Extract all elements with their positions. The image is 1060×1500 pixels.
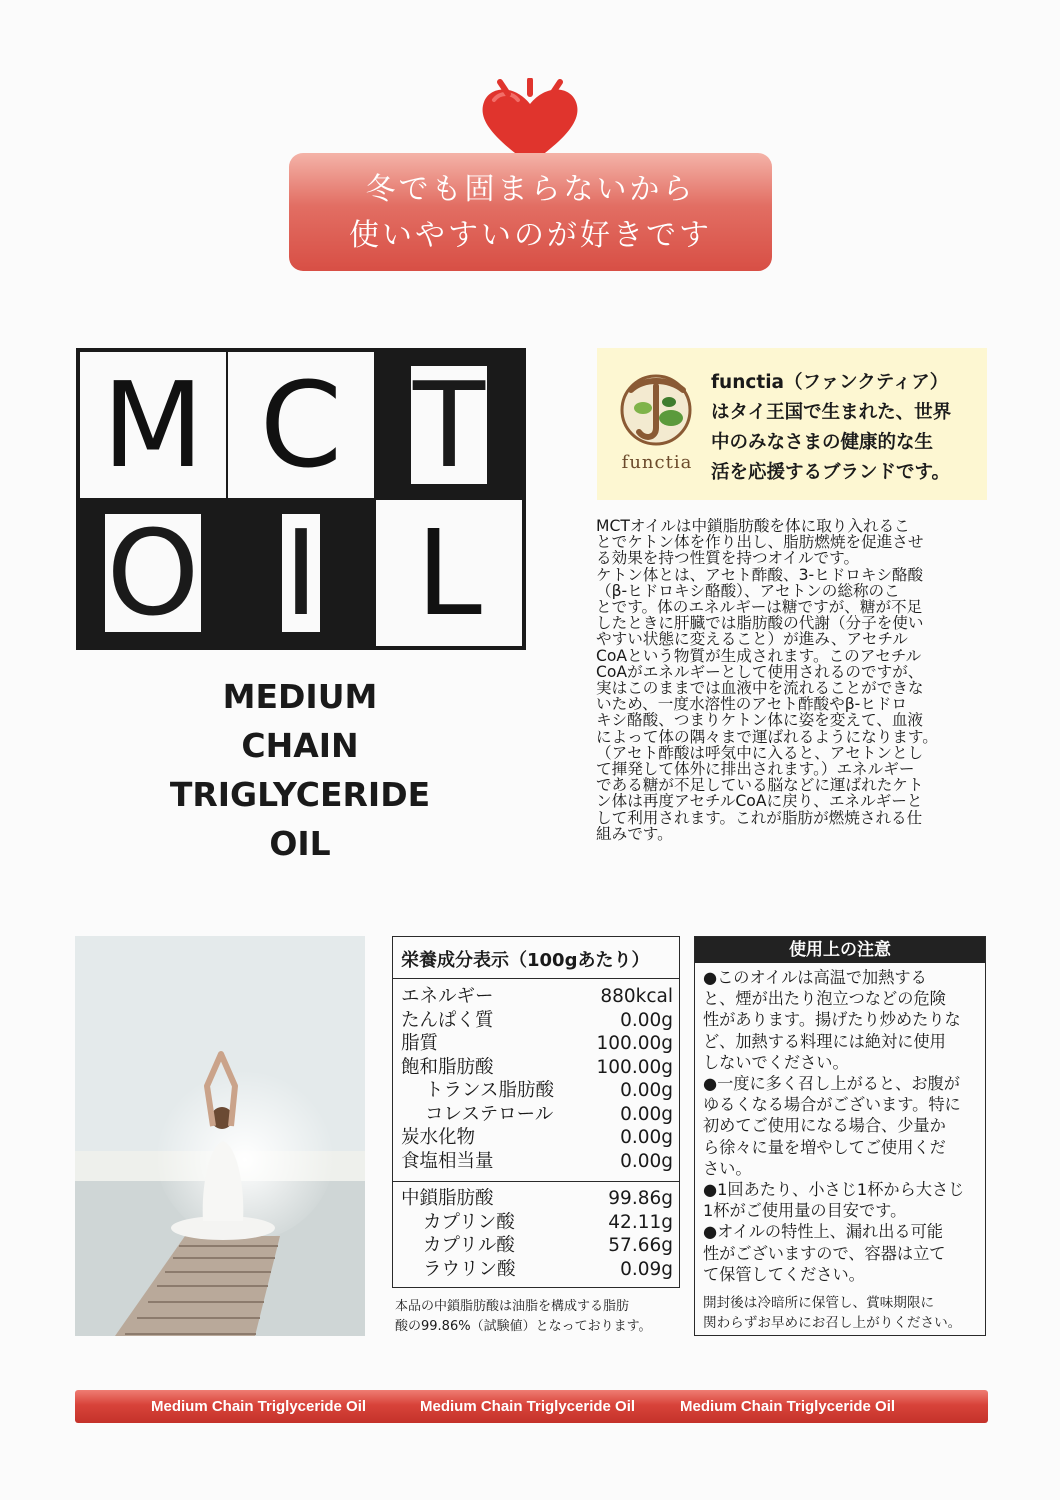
description-line: したときに肝臓では脂肪酸の代謝（分子を使い [596,615,924,632]
caution-line: ど、加熱する料理には絶対に使用 [703,1031,946,1051]
nutrition-label: トランス脂肪酸 [425,1080,554,1101]
yoga-photo [75,936,365,1336]
description-line: （アセト酢酸は呼気中に入ると、アセトンとし [596,744,924,762]
caution-line: と、煙が出たり泡立つなどの危険 [703,989,946,1009]
nutrition-label: 食塩相当量 [401,1150,494,1172]
caution-line: ゆるくなる場合がございます。特に [703,1095,961,1115]
nutrition-value: 100.00g [596,1033,673,1054]
ribbon-text: Medium Chain Triglyceride Oil [151,1398,367,1415]
grid-cell-m: M [79,351,227,499]
grid-cell-l: L [375,499,523,647]
nutrition-value: 880kcal [600,986,673,1007]
grid-cell-o [79,499,227,647]
nutrition-value: 0.09g [620,1258,673,1280]
description-line: MCTオイルは中鎖脂肪酸を体に取り入れるこ [596,518,910,535]
description-line: ン体は再度アセチルCoAに戻り、エネルギーと [596,793,923,810]
subtitle-line: MEDIUM [222,677,378,716]
nutrition-value: 0.00g [620,1127,673,1148]
nutrition-value: 0.00g [620,1009,673,1031]
subtitle-line: OIL [269,824,331,863]
description-line: 組みです。 [596,825,673,843]
nutrition-row [401,1234,673,1258]
grid-cell-i-letter: I [283,504,319,642]
nutrition-row [401,1103,673,1127]
nutrition-label: カプリン酸 [423,1211,515,1233]
nutrition-label: コレステロール [425,1103,554,1125]
grid-cell-c: C [227,351,375,499]
bottom-ribbon [75,1390,988,1423]
mct-subtitle [140,672,460,868]
caution-line: ●このオイルは高温で加熱する [703,968,927,987]
nutrition-note-line: 本品の中鎖脂肪酸は油脂を構成する脂肪 [395,1299,630,1314]
nutrition-row [401,1056,673,1080]
nutrition-row [401,1150,673,1174]
nutrition-value: 0.00g [620,1103,673,1125]
nutrition-note [395,1297,685,1337]
description-line: CoAという物質が生成されます。このアセチル [596,647,922,664]
caution-line: 性がございますので、容器は立て [703,1243,946,1263]
nutrition-label: 飽和脂肪酸 [401,1056,494,1078]
nutrition-label: ラウリン酸 [423,1258,516,1280]
grid-cell-o-letter: O [106,504,200,642]
caution-line: て保管してください。 [703,1264,865,1284]
nutrition-row [401,1079,673,1103]
mct-description [596,518,986,842]
nutrition-divider [393,1181,679,1182]
nutrition-row [401,1258,673,1282]
nutrition-label: 炭水化物 [401,1127,476,1148]
nutrition-row [401,1126,673,1150]
nutrition-value: 100.00g [596,1056,673,1078]
grid-cell-t [375,351,523,499]
functia-line: 中のみなさまの健康的な生 [711,432,934,453]
subtitle-line: CHAIN [241,726,359,765]
nutrition-row [401,1032,673,1056]
functia-logo-icon [613,368,699,448]
description-line: である糖が不足している脳などに運ばれたケト [596,777,924,794]
nutrition-row [401,1211,673,1235]
nutrition-title: 栄養成分表示（100gあたり） [393,937,679,979]
nutrition-value: 99.86g [608,1188,673,1209]
caution-line: ●1回あたり、小さじ1杯から大さじ [703,1180,965,1200]
description-line: CoAがエネルギーとして使用されるのですが、 [596,663,924,681]
caution-body [703,967,983,1285]
description-line: る効果を持つ性質を持つオイルです。 [596,550,860,567]
subtitle-line: TRIGLYCERIDE [169,775,431,814]
mct-oil-logo-grid [76,348,526,650]
description-line: やすい状態に変えること）が進み、アセチル [596,631,908,648]
functia-line: はタイ王国で生まれた、世界 [711,402,952,423]
nutrition-note-line: 酸の99.86%（試験値）となっております。 [395,1319,652,1334]
functia-line: 活を応援するブランドです。 [711,462,951,483]
nutrition-row [401,985,673,1009]
caution-line: ら徐々に量を増やしてご使用くだ [703,1137,946,1157]
nutrition-row [401,1187,673,1211]
description-line: とでケトン体を作り出し、脂肪燃焼を促進させ [596,534,924,551]
caution-line: さい。 [703,1158,752,1178]
description-line: いため、一度水溶性のアセト酢酸やβ-ヒドロ [596,696,908,713]
nutrition-value: 0.00g [620,1150,673,1172]
caution-line: 1杯がご使用量の目安です。 [703,1201,907,1221]
caution-title: 使用上の注意 [695,937,985,963]
ribbon-text: Medium Chain Triglyceride Oil [420,1398,636,1415]
nutrition-label: エネルギー [401,986,494,1007]
functia-line: functia（ファンクティア） [711,372,949,393]
nutrition-label: たんぱく質 [401,1009,494,1031]
caution-line: ●オイルの特性上、漏れ出る可能 [703,1222,943,1242]
caution-footer [703,1293,983,1333]
nutrition-label: 脂質 [401,1033,439,1054]
caution-footer-line: 関わらずお早めにお召し上がりください。 [703,1315,962,1331]
functia-wordmark: functia [621,452,693,473]
caution-line: 初めてご使用になる場合、少量か [703,1116,946,1136]
description-line: によって体の隅々まで運ばれるようになります。 [596,728,938,745]
functia-brand-box [597,348,987,500]
functia-description [711,368,981,488]
caution-line: 性があります。揚げたり炒めたりな [703,1010,961,1030]
description-line: ケトン体とは、アセト酢酸、3-ヒドロキシ酪酸 [596,566,924,583]
headline-line-1: 冬でも固まらないから [365,172,696,207]
ribbon-text: Medium Chain Triglyceride Oil [680,1398,896,1415]
nutrition-label: 中鎖脂肪酸 [401,1188,494,1209]
nutrition-value: 57.66g [608,1235,673,1256]
nutrition-value: 42.11g [608,1211,673,1233]
grid-cell-t-letter: T [412,356,486,494]
nutrition-value: 0.00g [620,1080,673,1101]
caution-line: しないでください。 [703,1052,849,1072]
nutrition-row [401,1009,673,1033]
nutrition-facts-table [392,936,680,1288]
yoga-scene-image [75,936,365,1336]
description-line: キシ酪酸、つまりケトン体に姿を変えて、血液 [596,712,924,729]
description-line: 実はこのままでは血液中を流れることができな [596,680,924,697]
description-line: て揮発して体外に排出されます。）エネルギー [596,761,915,778]
description-line: して利用されます。これが脂肪が燃焼される仕 [596,809,923,826]
caution-line: ●一度に多く召し上がると、お腹が [703,1074,960,1094]
headline-line-2: 使いやすいのが好きです [349,218,712,253]
description-line: とです。体のエネルギーは糖ですが、糖が不足 [596,599,923,616]
grid-cell-i [227,499,375,647]
usage-caution-box [694,936,986,1336]
caution-footer-line: 開封後は冷暗所に保管し、賞味期限に [703,1295,935,1311]
nutrition-label: カプリル酸 [423,1235,515,1256]
description-line: （β-ヒドロキシ酪酸）、アセトンの総称のこ [596,582,900,600]
headline-banner [289,153,772,271]
